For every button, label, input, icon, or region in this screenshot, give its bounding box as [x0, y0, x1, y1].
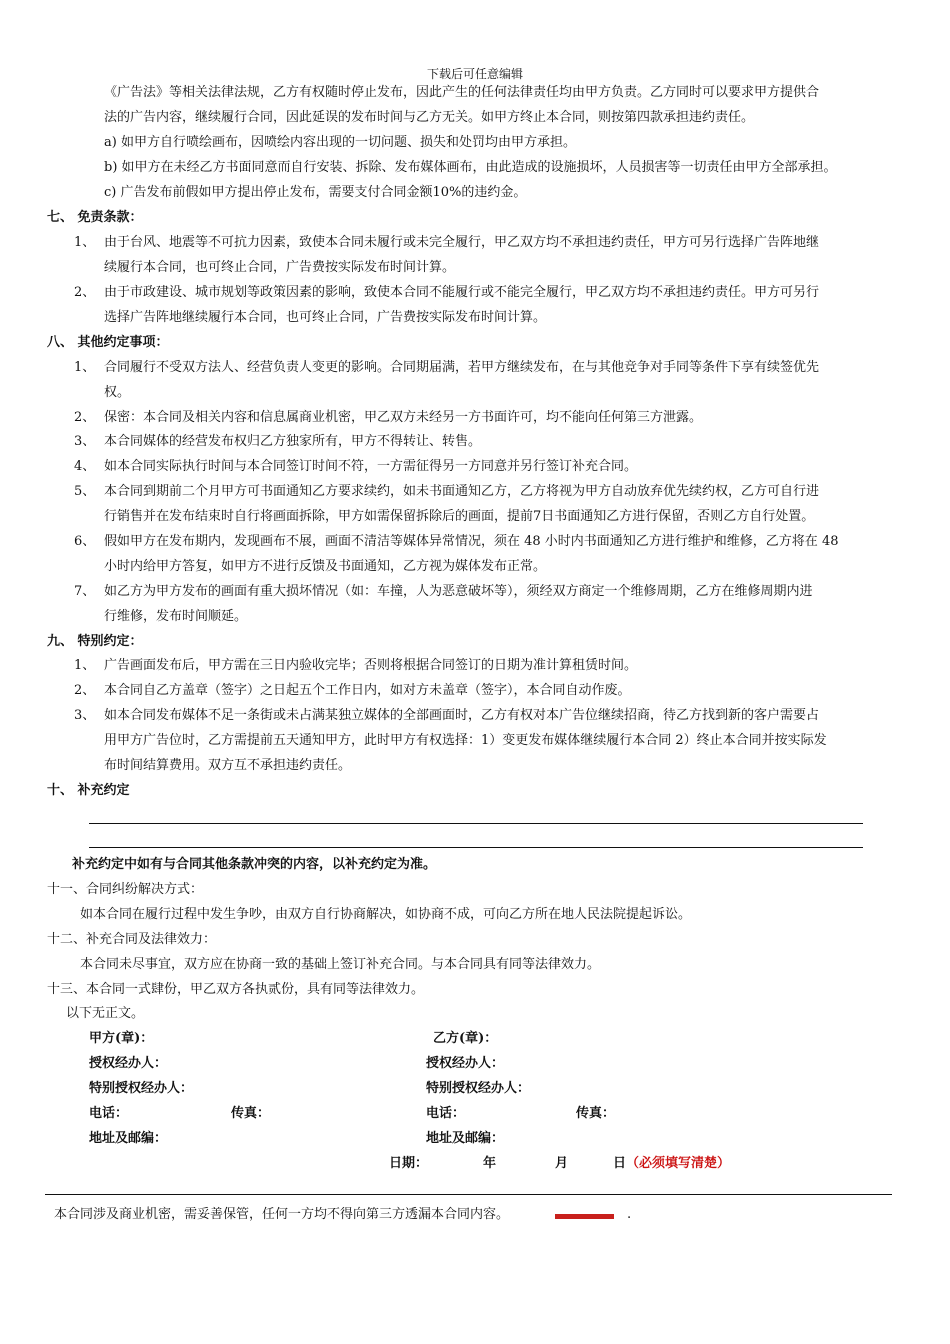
clause-a: a) 如甲方自行喷绘画布，因喷绘内容出现的一切问题、损失和处罚均由甲方承担。	[104, 135, 576, 150]
item-text: 小时内给甲方答复，如甲方不进行反馈及书面通知，乙方视为媒体发布正常。	[104, 559, 547, 574]
red-mark	[555, 1214, 614, 1219]
item-number: 5、	[74, 484, 96, 499]
item-text: 行维修，发布时间顺延。	[104, 609, 248, 624]
party-a-special-agent-label: 特别授权经办人：	[89, 1081, 194, 1096]
item-text: 布时间结算费用。双方互不承担违约责任。	[104, 758, 352, 773]
item-text: 保密：本合同及相关内容和信息属商业机密，甲乙双方未经另一方书面许可，均不能向任何第三方泄露。	[104, 410, 703, 425]
item-number: 2、	[74, 410, 96, 425]
item-number: 3、	[74, 434, 96, 449]
item-text: 假如甲方在发布期内，发现画布不展，画面不清洁等媒体异常情况，须在 48 小时内书面通知乙方进行维护和维修，乙方将在 48	[104, 534, 839, 549]
item-text: 由于台风、地震等不可抗力因素，致使本合同未履行或未完全履行，甲乙双方均不承担违约责任，甲方可另行选择广告阵地继	[104, 235, 820, 250]
item-text: 用甲方广告位时，乙方需提前五天通知甲方，此时甲方有权选择：1）变更发布媒体继续履行本合同 2）终止本合同并按实际发	[104, 733, 827, 748]
item-text: 如本合同实际执行时间与本合同签订时间不符，一方需征得另一方同意并另行签订补充合同。	[104, 459, 638, 474]
item-text: 行销售并在发布结束时自行将画面拆除，甲方如需保留拆除后的画面，提前7日书面通知乙方进行保留，否则乙方自行处置。	[104, 509, 815, 524]
party-a-address-label: 地址及邮编：	[89, 1131, 168, 1146]
item-text: 由于市政建设、城市规划等政策因素的影响，致使本合同不能履行或不能完全履行，甲乙双方均不承担违约责任。甲方可另行	[104, 285, 820, 300]
footer-divider	[45, 1194, 892, 1195]
section-title: 七、 免责条款：	[47, 210, 143, 225]
item-number: 6、	[74, 534, 96, 549]
must-fill-note: （必须填写清楚）	[626, 1156, 731, 1171]
year-label: 年	[483, 1156, 497, 1171]
fill-in-line	[89, 823, 863, 824]
party-b-address-label: 地址及邮编：	[426, 1131, 505, 1146]
month-label: 月	[555, 1156, 569, 1171]
item-text: 本合同自乙方盖章（签字）之日起五个工作日内，如对方未盖章（签字），本合同自动作废。	[104, 683, 631, 698]
section-title: 八、 其他约定事项：	[47, 335, 169, 350]
party-b-agent-label: 授权经办人：	[426, 1056, 505, 1071]
item-number: 1、	[74, 235, 96, 250]
fill-in-line	[89, 847, 863, 848]
item-text: 广告画面发布后，甲方需在三日内验收完毕；否则将根据合同签订的日期为准计算租赁时间。	[104, 658, 638, 673]
section-body: 如本合同在履行过程中发生争吵，由双方自行协商解决，如协商不成，可向乙方所在地人民法院提起诉讼。	[80, 907, 692, 922]
item-number: 1、	[74, 360, 96, 375]
section-title: 十二、补充合同及法律效力：	[47, 932, 217, 947]
clause-c: c) 广告发布前假如甲方提出停止发布，需要支付合同金额10%的违约金。	[104, 185, 527, 200]
confidential-notice: 本合同涉及商业机密，需妥善保管，任何一方均不得向第三方透漏本合同内容。	[54, 1207, 510, 1222]
section-title: 十、 补充约定	[47, 783, 130, 798]
item-number: 2、	[74, 285, 96, 300]
item-text: 本合同媒体的经营发布权归乙方独家所有，甲方不得转让、转售。	[104, 434, 482, 449]
item-number: 2、	[74, 683, 96, 698]
item-text: 权。	[104, 385, 131, 400]
party-a-agent-label: 授权经办人：	[89, 1056, 168, 1071]
section-title: 九、 特别约定：	[47, 634, 143, 649]
footer-dot: .	[627, 1207, 632, 1222]
date-label: 日期：	[389, 1156, 429, 1171]
party-a-seal-label: 甲方(章)：	[89, 1031, 154, 1046]
section-title: 十一、合同纠纷解决方式：	[47, 882, 204, 897]
section-body: 本合同未尽事宜，双方应在协商一致的基础上签订补充合同。与本合同具有同等法律效力。	[80, 957, 601, 972]
party-b-phone-label: 电话：	[426, 1106, 466, 1121]
party-a-fax-label: 传真：	[231, 1106, 271, 1121]
supplement-note: 补充约定中如有与合同其他条款冲突的内容，以补充约定为准。	[72, 857, 437, 872]
item-number: 4、	[74, 459, 96, 474]
intro-line: 《广告法》等相关法律法规，乙方有权随时停止发布，因此产生的任何法律责任均由甲方负责。乙方同时可以要求甲方提供合	[104, 85, 820, 100]
item-text: 续履行本合同，也可终止合同，广告费按实际发布时间计算。	[104, 260, 456, 275]
item-text: 如乙方为甲方发布的画面有重大损坏情况（如：车撞，人为恶意破坏等），须经双方商定一个维修周期，乙方在维修周期内进	[104, 584, 813, 599]
item-number: 1、	[74, 658, 96, 673]
section-title: 十三、本合同一式肆份，甲乙双方各执贰份，具有同等法律效力。	[47, 982, 425, 997]
day-label: 日	[613, 1156, 627, 1171]
item-text: 如本合同发布媒体不足一条街或未占满某独立媒体的全部画面时，乙方有权对本广告位继续招商，待乙方找到新的客户需要占	[104, 708, 820, 723]
page-header: 下载后可任意编辑	[426, 67, 523, 81]
item-text: 本合同到期前二个月甲方可书面通知乙方要求续约，如未书面通知乙方，乙方将视为甲方自动放弃优先续约权，乙方可自行进	[104, 484, 820, 499]
party-b-special-agent-label: 特别授权经办人：	[426, 1081, 531, 1096]
party-b-fax-label: 传真：	[576, 1106, 616, 1121]
no-more-text: 以下无正文。	[66, 1006, 145, 1021]
party-a-phone-label: 电话：	[89, 1106, 129, 1121]
item-number: 3、	[74, 708, 96, 723]
clause-b: b) 如甲方在未经乙方书面同意而自行安装、拆除、发布媒体画布，由此造成的设施损坏，人员损害等一切责任由甲方全部承担。	[104, 160, 837, 175]
item-text: 选择广告阵地继续履行本合同，也可终止合同，广告费按实际发布时间计算。	[104, 310, 547, 325]
item-text: 合同履行不受双方法人、经营负责人变更的影响。合同期届满，若甲方继续发布，在与其他竞争对手同等条件下享有续签优先	[104, 360, 820, 375]
item-number: 7、	[74, 584, 96, 599]
intro-line: 法的广告内容，继续履行合同，因此延误的发布时间与乙方无关。如甲方终止本合同，则按第四款承担违约责任。	[104, 110, 755, 125]
party-b-seal-label: 乙方(章)：	[433, 1031, 498, 1046]
